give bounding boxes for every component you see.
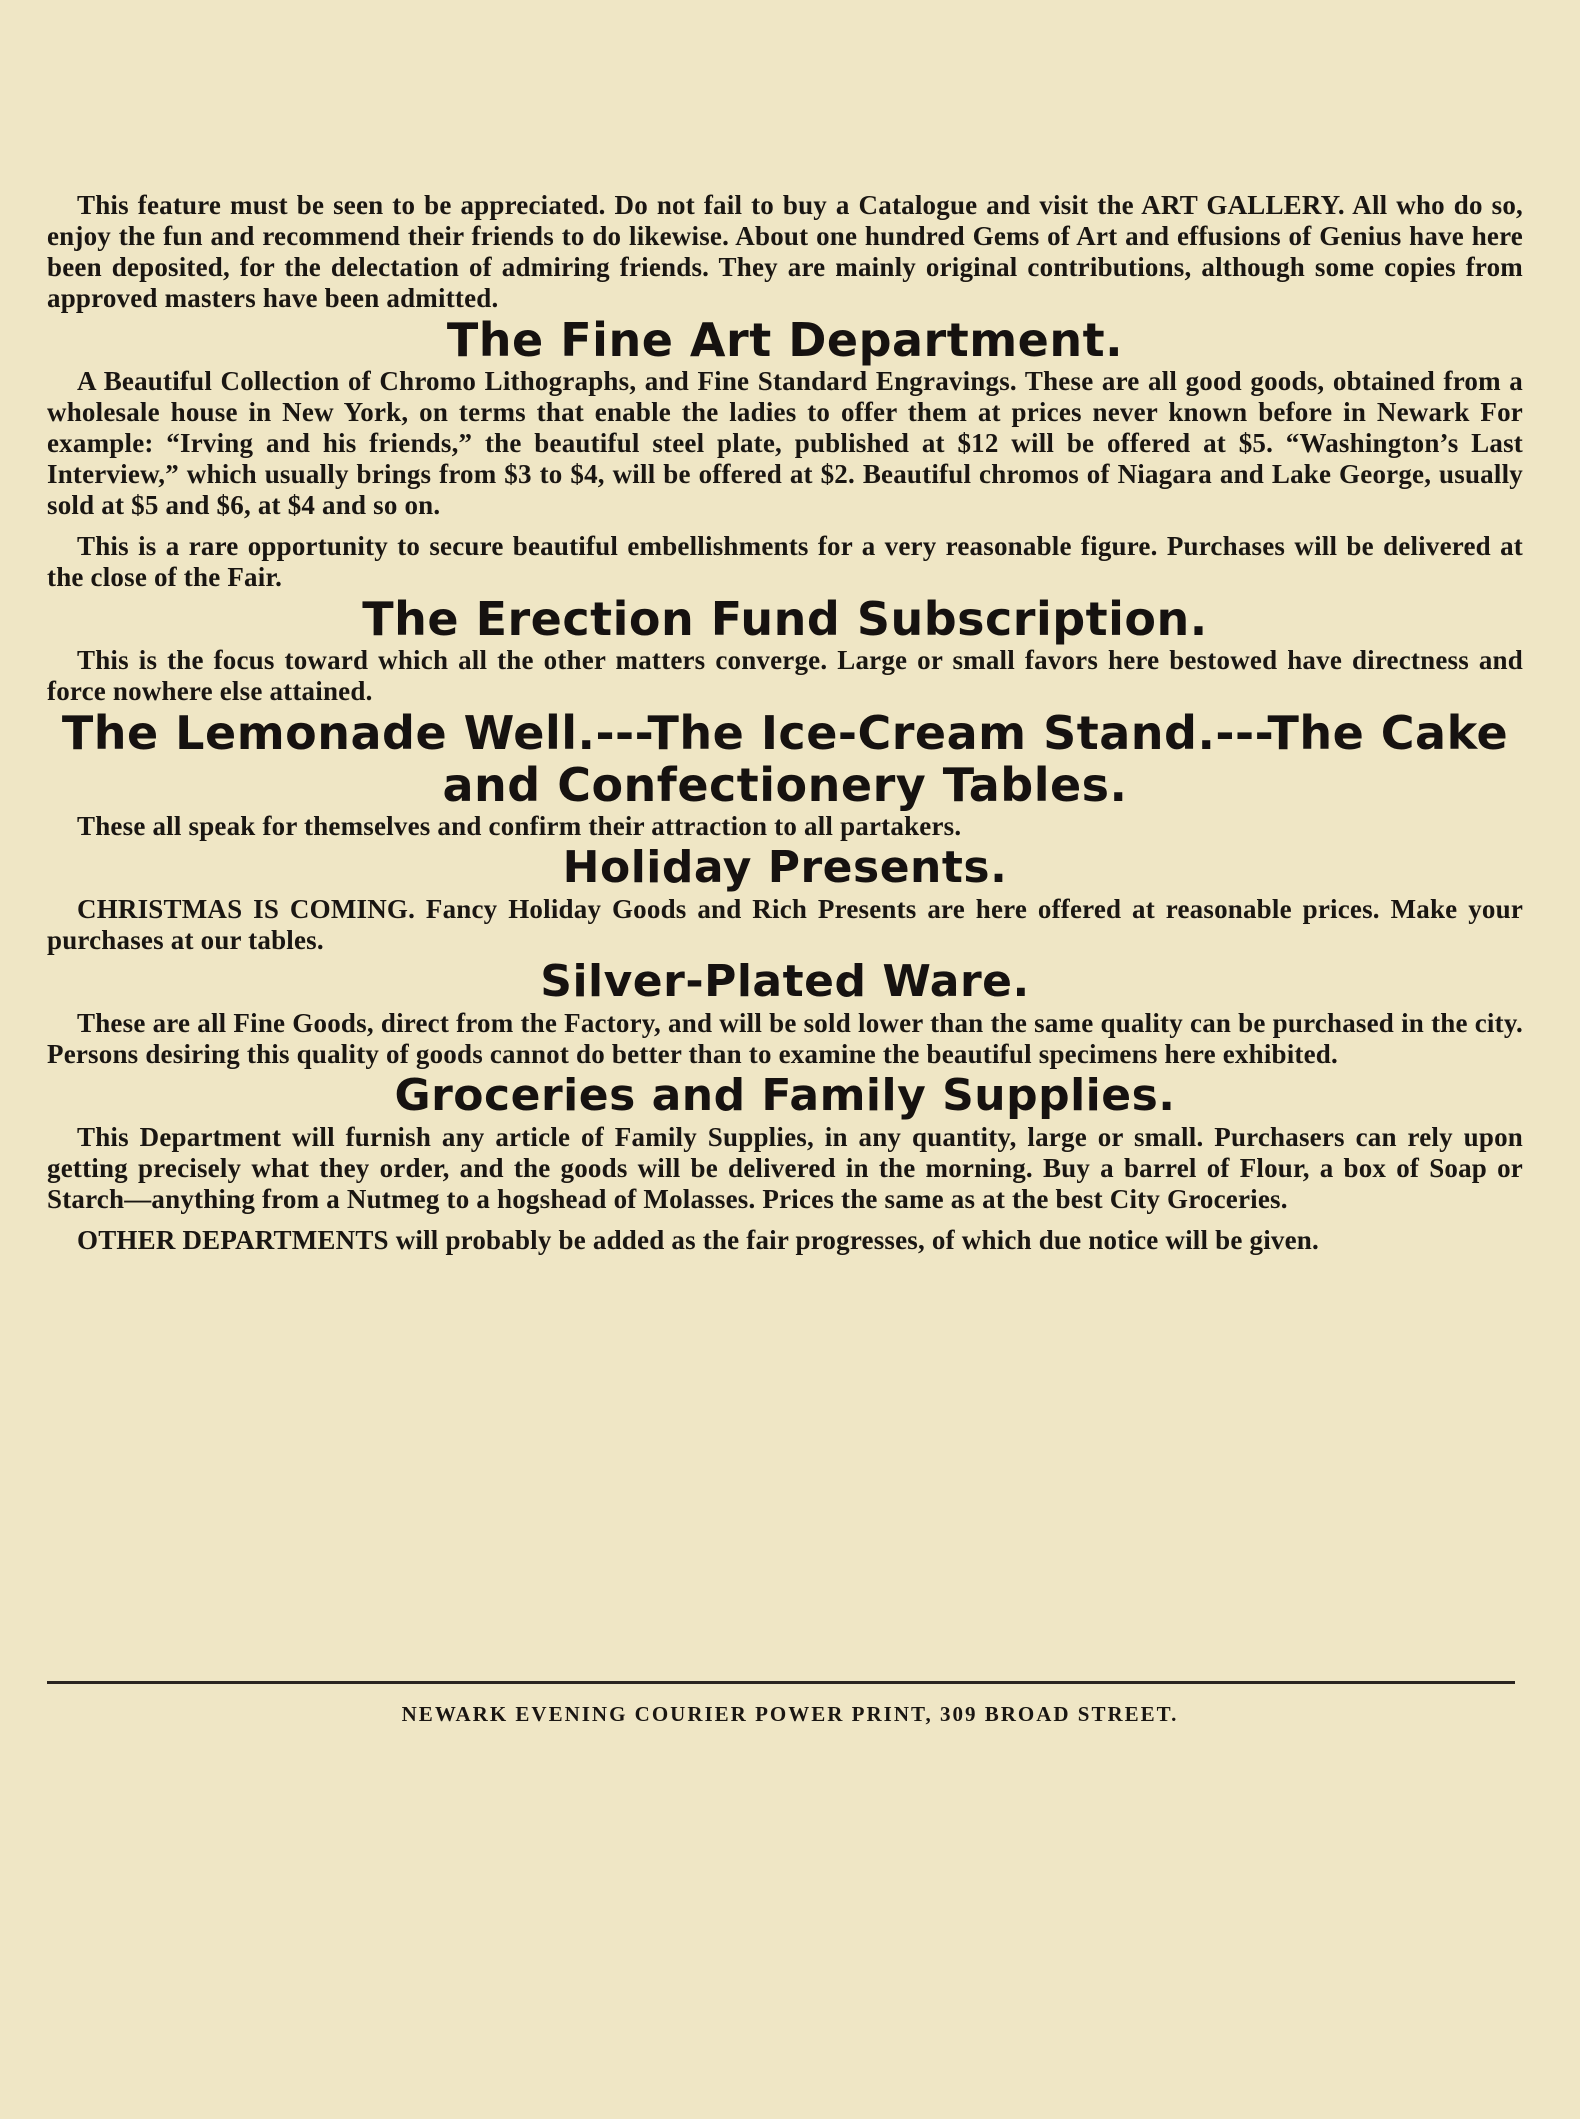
fine-art-heading: The Fine Art Department. <box>446 313 1124 367</box>
footer-rule <box>47 1681 1515 1684</box>
silver-plated-paragraph: These are all Fine Goods, direct from the Factory, and will be sold lower than the same quality can be purchased in the city. Persons desiring this quality of goods cannot do better than to examine the beautiful specimens here exhibited. <box>47 1008 1523 1069</box>
groceries-paragraph-1: This Department will furnish any article of Family Supplies, in any quantity, large or small. Purchasers can rely upon getting precisely what they order, and the goods will be delivered in the morning. Buy a barrel of Flour, a box of Soap or Starch—anything from a Nutmeg to a hogshead of Molasses. Prices the same as at the best City Groceries. <box>47 1122 1523 1214</box>
groceries-heading: Groceries and Family Supplies. <box>394 1070 1176 1121</box>
erection-fund-paragraph: This is the focus toward which all the other matters converge. Large or small favors here bestowed have directness and force nowhere else attained. <box>47 645 1523 706</box>
holiday-presents-heading: Holiday Presents. <box>562 842 1008 893</box>
lemonade-heading <box>47 707 1523 811</box>
silver-plated-heading: Silver-Plated Ware. <box>540 956 1030 1007</box>
fine-art-paragraph-2: This is a rare opportunity to secure beautiful embellishments for a very reasonable figure. Purchases will be delivered at the close of the Fair. <box>47 531 1523 592</box>
lemonade-paragraph: These all speak for themselves and confirm their attraction to all partakers. <box>77 811 962 841</box>
lemonade-heading-line-1: The Lemonade Well.---The Ice-Cream Stand.---The Cake <box>61 706 1509 760</box>
lemonade-heading-line-2: and Confectionery Tables. <box>442 758 1128 812</box>
fine-art-paragraph-1: A Beautiful Collection of Chromo Lithographs, and Fine Standard Engravings. These are all good goods, obtained from a wholesale house in New York, on terms that enable the ladies to offer them at prices never known before in Newark For example: “Irving and his friends,” the beautiful steel plate, published at $12 will be offered at $5. “Washington’s Last Interview,” which usually brings from $3 to $4, will be offered at $2. Beautiful chromos of Niagara and Lake George, usually sold at $5 and $6, at $4 and so on. <box>47 366 1523 520</box>
intro-paragraph: This feature must be seen to be appreciated. Do not fail to buy a Catalogue and visit the ART GALLERY. All who do so, enjoy the fun and recommend their friends to do likewise. About one hundred Gems of Art and effusions of Genius have here been deposited, for the delectation of admiring friends. They are mainly original contributions, although some copies from approved masters have been admitted. <box>47 190 1523 313</box>
erection-fund-heading: The Erection Fund Subscription. <box>362 592 1208 646</box>
text-column <box>47 190 1523 1256</box>
groceries-paragraph-2: OTHER DEPARTMENTS will probably be added as the fair progresses, of which due notice will be given. <box>77 1225 1319 1255</box>
holiday-presents-paragraph: CHRISTMAS IS COMING. Fancy Holiday Goods and Rich Presents are here offered at reasonable prices. Make your purchases at our tables. <box>47 894 1523 955</box>
printer-imprint: NEWARK EVENING COURIER POWER PRINT, 309 BROAD STREET. <box>401 1702 1179 1726</box>
